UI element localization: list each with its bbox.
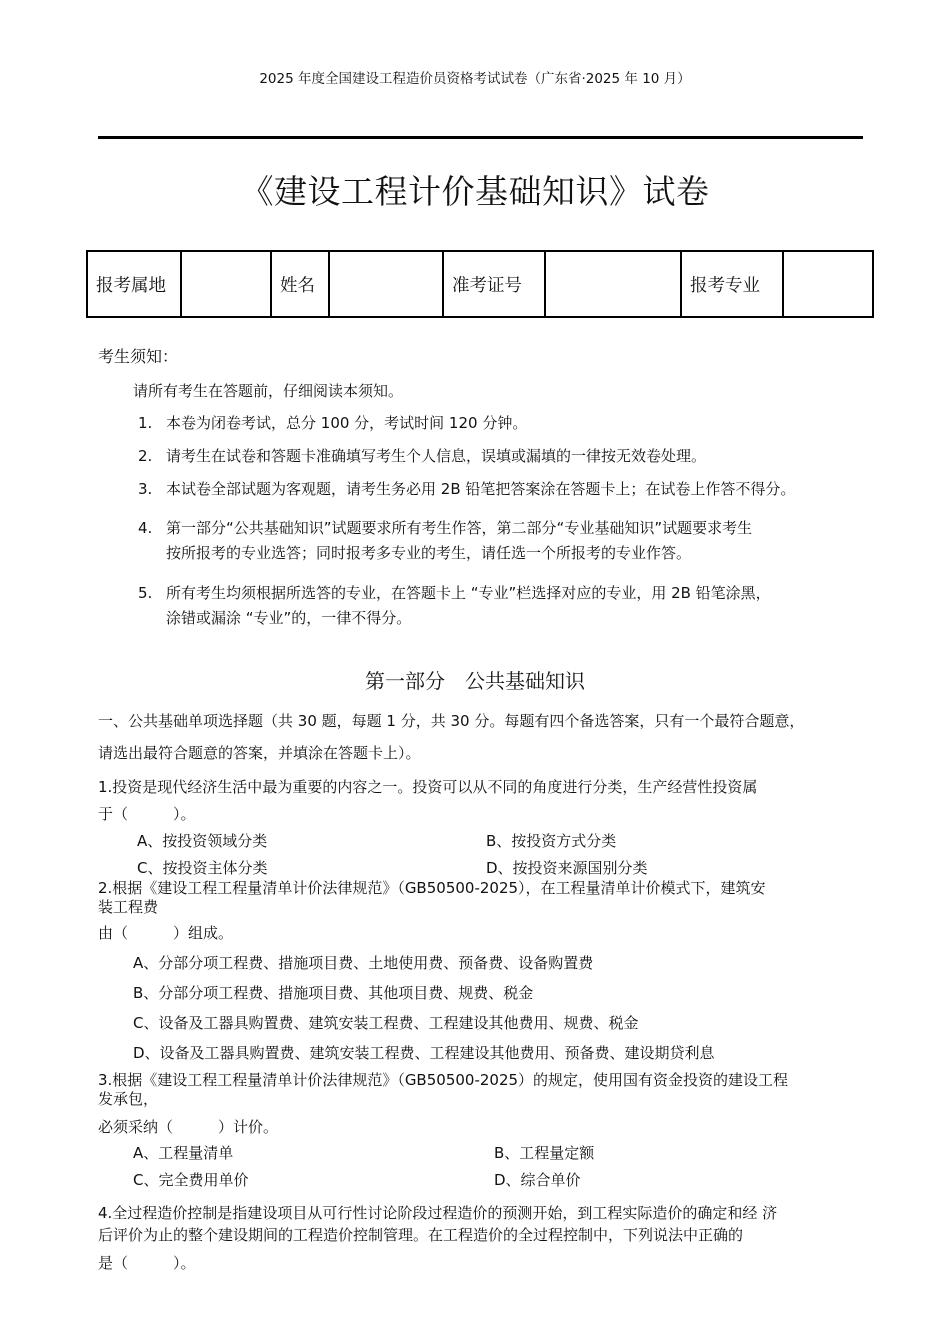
- notice-item-text: 请考生在试卷和答题卡准确填写考生个人信息，误填或漏填的一律按无效卷处理。: [166, 447, 707, 465]
- major-field[interactable]: [783, 251, 873, 317]
- option-c: C、设备及工器具购置费、建筑安装工程费、工程建设其他费用、规费、税金: [133, 1014, 639, 1032]
- notice-item-number: 5.: [138, 584, 153, 602]
- notice-item: [138, 517, 752, 538]
- section-instruction: 一、公共基础单项选择题（共 30 题，每题 1 分，共 30 分。每题有四个备选答案，只有一个最符合题意，: [98, 712, 805, 730]
- notice-item: [138, 582, 771, 603]
- option-b: B、分部分项工程费、措施项目费、其他项目费、规费、税金: [133, 984, 534, 1002]
- notice-heading: 考生须知：: [98, 347, 179, 366]
- option-d: D、按投资来源国别分类: [486, 859, 648, 877]
- question-stem: 3.根据《建设工程工程量清单计价法律规范》（GB50500-2025）的规定，使用国有资金投资的建设工程: [98, 1071, 789, 1089]
- notice-item-text: 本试卷全部试题为客观题，请考生务必用 2B 铅笔把答案涂在答题卡上；在试卷上作答不得分。: [166, 480, 796, 498]
- question-stem: 由（ ）组成。: [98, 924, 234, 942]
- option-a: A、工程量清单: [133, 1144, 234, 1162]
- notice-item: [138, 478, 795, 499]
- notice-item: [138, 412, 527, 433]
- question-stem: 必须采纳（ ）计价。: [98, 1118, 279, 1136]
- notice-item-number: 4.: [138, 519, 153, 537]
- section-instruction: 请选出最符合题意的答案，并填涂在答题卡上）。: [98, 744, 421, 762]
- option-a: A、按投资领域分类: [137, 832, 268, 850]
- label-name: 姓名: [271, 251, 329, 317]
- page-title: 《建设工程计价基础知识》试卷: [240, 172, 710, 211]
- notice-intro: 请所有考生在答题前，仔细阅读本须知。: [133, 382, 404, 400]
- notice-item-number: 2.: [138, 447, 153, 465]
- question-stem: 于（ ）。: [98, 805, 196, 823]
- notice-item-text: 所有考生均须根据所选答的专业，在答题卡上 “专业”栏选择对应的专业，用 2B 铅笔涂黑，: [166, 584, 771, 602]
- question-stem: 发承包，: [98, 1090, 159, 1108]
- question-stem: 后评价为止的整个建设期间的工程造价控制管理。在工程造价的全过程控制中，下列说法中正确的: [98, 1226, 744, 1244]
- candidate-info-table: [86, 250, 874, 318]
- option-d: D、综合单价: [494, 1171, 581, 1189]
- question-stem: 2.根据《建设工程工程量清单计价法律规范》（GB50500-2025），在工程量清单计价模式下，建筑安: [98, 879, 766, 897]
- notice-item-text: 本卷为闭卷考试，总分 100 分，考试时间 120 分钟。: [166, 414, 528, 432]
- label-major: 报考专业: [681, 251, 783, 317]
- notice-item: [138, 445, 706, 466]
- notice-item-text: 第一部分“公共基础知识”试题要求所有考生作答，第二部分“专业基础知识”试题要求考生: [166, 519, 753, 537]
- option-d: D、设备及工器具购置费、建筑安装工程费、工程建设其他费用、预备费、建设期贷利息: [133, 1044, 715, 1062]
- notice-item-continuation: 涂错或漏涂 “专业”的，一律不得分。: [166, 609, 412, 627]
- region-field[interactable]: [181, 251, 271, 317]
- question-stem: 1.投资是现代经济生活中最为重要的内容之一。投资可以从不同的角度进行分类，生产经营性投资属: [98, 778, 758, 796]
- question-stem: 4.全过程造价控制是指建设项目从可行性讨论阶段过程造价的预测开始，到工程实际造价的确定和经 济: [98, 1204, 778, 1222]
- option-a: A、分部分项工程费、措施项目费、土地使用费、预备费、设备购置费: [133, 954, 594, 972]
- option-c: C、按投资主体分类: [137, 859, 268, 877]
- question-stem: 是（ ）。: [98, 1254, 196, 1272]
- notice-item-number: 3.: [138, 480, 153, 498]
- exam-header: 2025 年度全国建设工程造价员资格考试试卷（广东省·2025 年 10 月）: [259, 71, 691, 87]
- part-title: 第一部分 公共基础知识: [365, 669, 585, 693]
- option-c: C、完全费用单价: [133, 1171, 249, 1189]
- header-divider: [98, 136, 863, 139]
- option-b: B、工程量定额: [494, 1144, 595, 1162]
- question-stem: 装工程费: [98, 898, 159, 916]
- notice-item-number: 1.: [138, 414, 153, 432]
- notice-item-continuation: 按所报考的专业选答；同时报考多专业的考生，请任选一个所报考的专业作答。: [166, 544, 692, 562]
- option-b: B、按投资方式分类: [486, 832, 617, 850]
- admission-number-field[interactable]: [545, 251, 681, 317]
- label-region: 报考属地: [87, 251, 181, 317]
- name-field[interactable]: [329, 251, 443, 317]
- label-admission-number: 准考证号: [443, 251, 545, 317]
